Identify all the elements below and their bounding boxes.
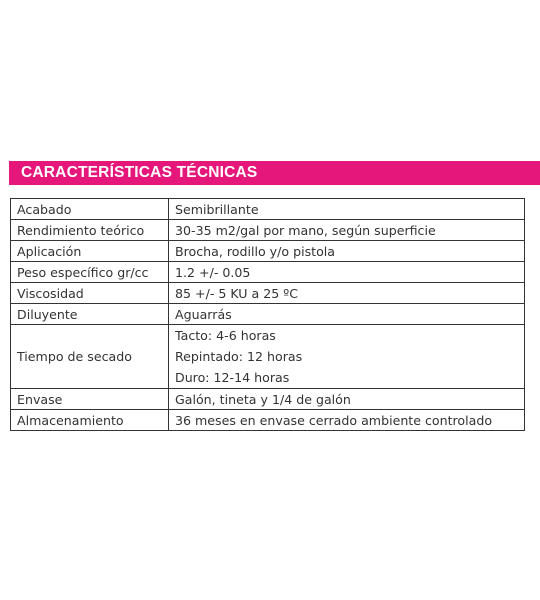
spec-label: Viscosidad [11,283,169,304]
spec-row-peso [11,262,525,283]
spec-value: 1.2 +/- 0.05 [169,262,525,283]
spec-row-viscosidad [11,283,525,304]
spec-row-diluyente [11,304,525,325]
drying-repintado: Repintado: 12 horas [175,349,303,364]
spec-row-almacenamiento [11,410,525,431]
spec-label: Diluyente [11,304,169,325]
specs-table [10,198,525,431]
spec-value: Brocha, rodillo y/o pistola [169,241,525,262]
spec-label: Tiempo de secado [11,325,169,389]
spec-value-multiline [169,325,525,389]
spec-label: Rendimiento teórico [11,220,169,241]
spec-value: 36 meses en envase cerrado ambiente controlado [169,410,525,431]
spec-label: Peso específico gr/cc [11,262,169,283]
spec-value: Aguarrás [169,304,525,325]
spec-label: Envase [11,389,169,410]
drying-duro: Duro: 12-14 horas [175,370,290,385]
section-title: CARACTERÍSTICAS TÉCNICAS [21,164,258,181]
spec-value: 85 +/- 5 KU a 25 ºC [169,283,525,304]
spec-row-aplicacion [11,241,525,262]
spec-row-envase [11,389,525,410]
spec-row-secado [11,325,525,389]
spec-label: Acabado [11,199,169,220]
spec-row-rendimiento [11,220,525,241]
spec-row-acabado [11,199,525,220]
spec-label: Aplicación [11,241,169,262]
spec-value: Galón, tineta y 1/4 de galón [169,389,525,410]
spec-value: Semibrillante [169,199,525,220]
section-header [9,161,540,185]
spec-label: Almacenamiento [11,410,169,431]
drying-tacto: Tacto: 4-6 horas [175,328,276,343]
spec-value: 30-35 m2/gal por mano, según superficie [169,220,525,241]
